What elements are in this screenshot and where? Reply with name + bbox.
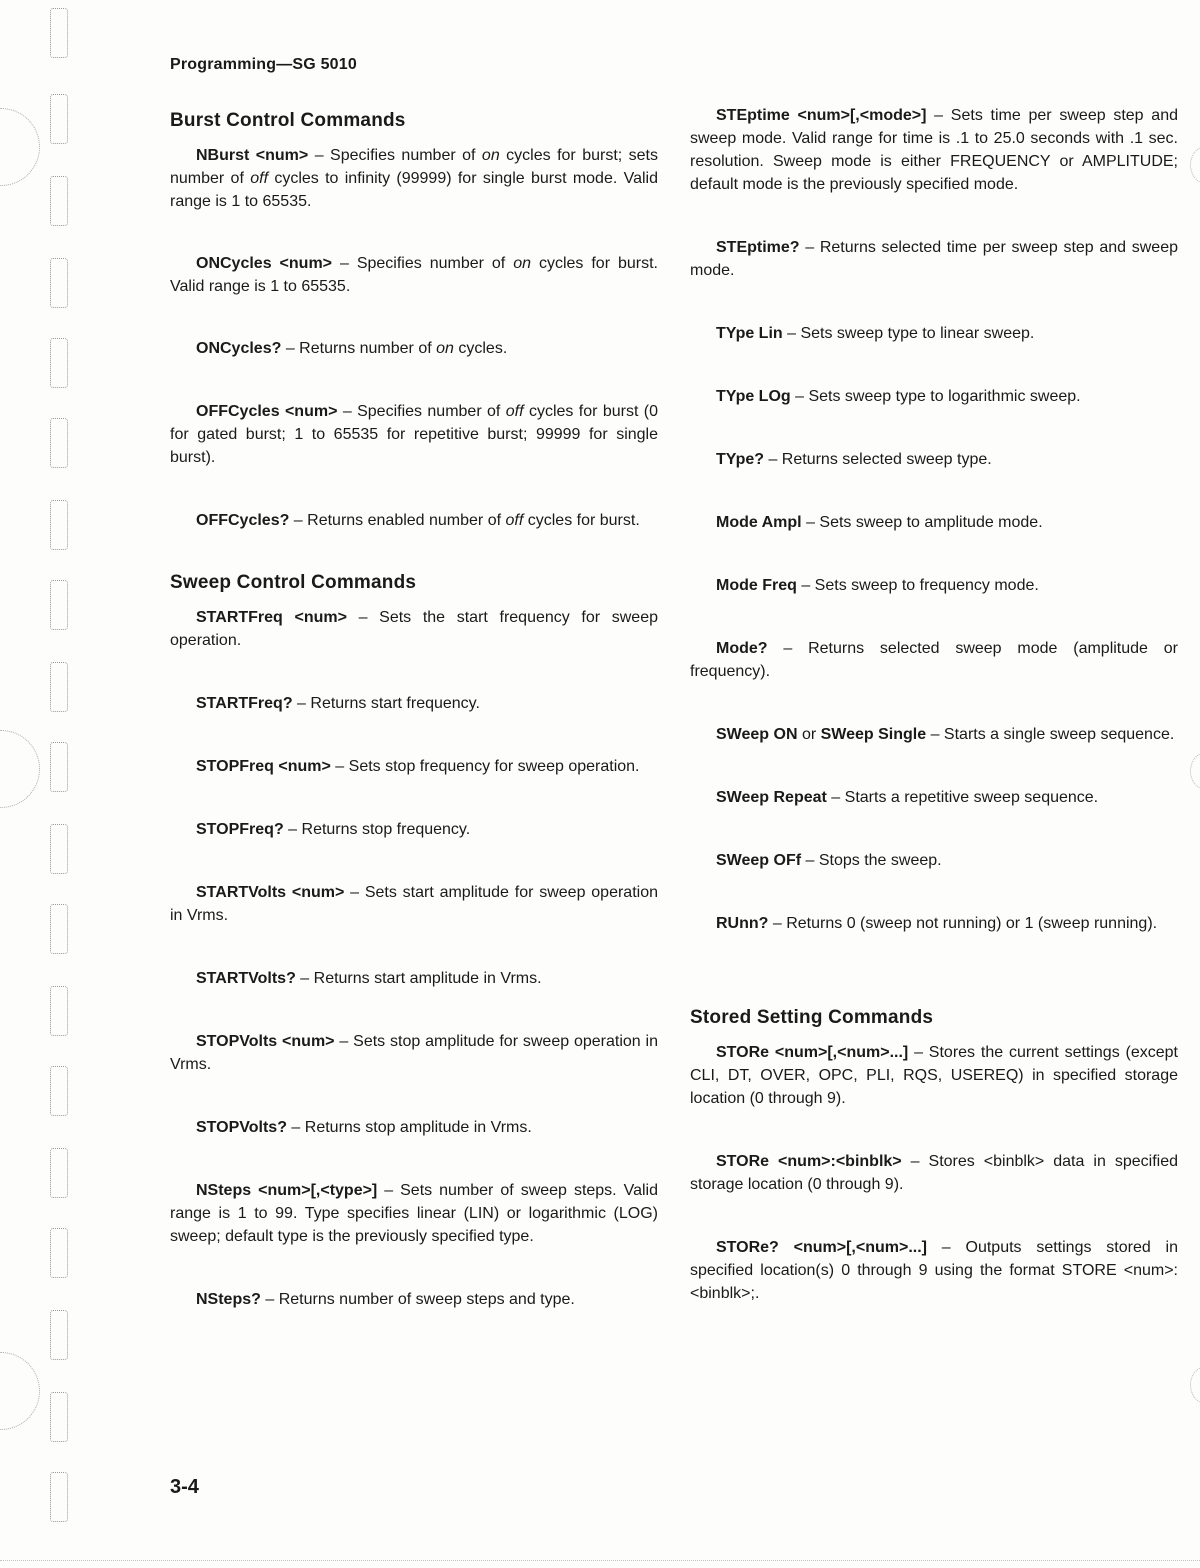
command-name: STORe <num>[,<num>...] <box>716 1044 909 1061</box>
command-desc: – Sets number of sweep steps. Valid range is 1 to 99. Type specifies linear (LIN) or logarithmic (LOG) sweep; default type is the previously specified type. <box>170 1182 659 1245</box>
left-column <box>170 104 658 1311</box>
command-desc: cycles for burst. <box>523 512 640 529</box>
command-stopfreq-query <box>170 818 658 841</box>
binder-slot <box>50 742 68 792</box>
command-desc: – Outputs settings stored in specified location(s) 0 through 9 using the format STORE <num>:<binblk>;. <box>690 1239 1179 1302</box>
command-desc: – Specifies number of <box>332 255 514 272</box>
command-desc: – Sets time per sweep step and sweep mode. Valid range for time is .1 to 25.0 seconds with .1 sec. resolution. Sweep mode is either FREQUENCY or AMPLITUDE; default mode is the previously specified mode. <box>690 107 1179 193</box>
command-desc: – Sets the start frequency for sweep operation. <box>170 609 659 649</box>
command-name: SWeep Repeat <box>716 789 827 806</box>
command-name: NBurst <num> <box>196 147 309 164</box>
command-offcycles <box>170 400 658 469</box>
command-desc: – Starts a single sweep sequence. <box>926 726 1175 743</box>
command-desc: – Sets sweep type to logarithmic sweep. <box>790 388 1081 405</box>
command-type-lin <box>690 322 1178 345</box>
command-desc: – Returns selected sweep type. <box>764 451 992 468</box>
binder-slot <box>50 580 68 630</box>
command-desc: – Specifies number of <box>337 403 506 420</box>
command-name: STARTVolts? <box>196 970 296 987</box>
command-name: Mode? <box>716 640 768 657</box>
right-column <box>690 104 1178 1305</box>
command-mode-query <box>690 637 1178 683</box>
command-desc: – Returns stop amplitude in Vrms. <box>286 1119 532 1136</box>
command-name: SWeep ON <box>716 726 798 743</box>
emphasis: on <box>513 255 531 272</box>
command-nburst <box>170 144 658 213</box>
command-name: STOPVolts? <box>196 1119 287 1136</box>
command-desc: cycles. <box>453 340 508 357</box>
command-name: STEptime <num>[,<mode>] <box>716 107 927 124</box>
binder-slot <box>50 986 68 1036</box>
emphasis: on <box>481 147 500 164</box>
command-desc: – Starts a repetitive sweep sequence. <box>826 789 1099 806</box>
command-desc: – Sets sweep to amplitude mode. <box>801 514 1043 531</box>
binder-slot <box>50 176 68 226</box>
command-store-binblk <box>690 1150 1178 1196</box>
command-desc: – Sets sweep type to linear sweep. <box>782 325 1035 342</box>
command-stopfreq <box>170 755 658 778</box>
page-number: 3-4 <box>170 1476 199 1498</box>
emphasis: off <box>250 170 269 187</box>
command-stopvolts-query <box>170 1116 658 1139</box>
binder-slot <box>50 1148 68 1198</box>
command-name: TYpe? <box>716 451 765 468</box>
command-oncycles <box>170 252 658 298</box>
command-desc: – Returns start frequency. <box>292 695 480 712</box>
command-stopvolts <box>170 1030 658 1076</box>
command-name: STORe? <num>[,<num>...] <box>716 1239 927 1256</box>
command-desc: – Sets start amplitude for sweep operation in Vrms. <box>170 884 658 924</box>
command-desc: cycles to infinity (99999) for single burst mode. Valid range is 1 to 65535. <box>170 170 658 210</box>
command-name: STEptime? <box>716 239 800 256</box>
command-name: SWeep Single <box>820 726 927 743</box>
command-desc: – Returns selected sweep mode (amplitude or frequency). <box>690 640 1178 680</box>
command-desc: – Returns number of sweep steps and type. <box>260 1291 575 1308</box>
page-edge <box>0 1560 1200 1561</box>
binder-ring-right <box>1190 1366 1200 1404</box>
section-heading-stored: Stored Setting Commands <box>690 1007 934 1028</box>
command-name: NSteps? <box>196 1291 261 1308</box>
binder-ring-right <box>1190 146 1200 184</box>
command-sweep-off <box>690 849 1178 872</box>
binder-slot <box>50 824 68 874</box>
command-oncycles-query <box>170 337 658 360</box>
binder-slot <box>50 258 68 308</box>
command-desc: – Specifies number of <box>308 147 482 164</box>
command-startfreq <box>170 606 658 652</box>
emphasis: off <box>505 512 524 529</box>
command-name: NSteps <num>[,<type>] <box>196 1182 378 1199</box>
command-name: STARTVolts <num> <box>196 884 345 901</box>
command-name: STARTFreq? <box>196 695 293 712</box>
command-name: ONCycles <num> <box>196 255 333 272</box>
command-name: RUnn? <box>716 915 769 932</box>
binder-ring <box>0 108 40 186</box>
command-desc: – Returns start amplitude in Vrms. <box>295 970 542 987</box>
command-nsteps-query <box>170 1288 658 1311</box>
binder-slot <box>50 662 68 712</box>
binder-ring <box>0 1352 40 1430</box>
command-desc: or <box>797 726 821 743</box>
command-name: STOPVolts <num> <box>196 1033 335 1050</box>
binder-holes <box>0 0 90 1568</box>
command-nsteps <box>170 1179 658 1248</box>
command-name: STOPFreq <num> <box>196 758 331 775</box>
command-steptime-query <box>690 236 1178 282</box>
binder-slot <box>50 94 68 144</box>
command-offcycles-query <box>170 509 658 532</box>
binder-ring <box>0 730 40 808</box>
command-desc: – Stops the sweep. <box>801 852 942 869</box>
command-startvolts <box>170 881 658 927</box>
command-desc: – Returns enabled number of <box>289 512 506 529</box>
command-name: STORe <num>:<binblk> <box>716 1153 902 1170</box>
command-mode-ampl <box>690 511 1178 534</box>
command-startvolts-query <box>170 967 658 990</box>
command-desc: – Sets stop amplitude for sweep operation in Vrms. <box>170 1033 659 1073</box>
command-startfreq-query <box>170 692 658 715</box>
command-desc: – Returns number of <box>281 340 437 357</box>
binder-slot <box>50 500 68 550</box>
command-name: TYpe Lin <box>716 325 783 342</box>
command-mode-freq <box>690 574 1178 597</box>
command-desc: cycles for burst; sets number of <box>170 147 659 187</box>
command-store <box>690 1041 1178 1110</box>
command-desc: – Returns selected time per sweep step and sweep mode. <box>690 239 1178 279</box>
command-name: ONCycles? <box>196 340 282 357</box>
binder-slot <box>50 904 68 954</box>
command-name: STOPFreq? <box>196 821 284 838</box>
command-name: OFFCycles? <box>196 512 290 529</box>
binder-slot <box>50 1310 68 1360</box>
command-desc: – Sets sweep to frequency mode. <box>796 577 1039 594</box>
command-name: TYpe LOg <box>716 388 791 405</box>
command-desc: – Sets stop frequency for sweep operation. <box>330 758 640 775</box>
command-name: Mode Ampl <box>716 514 802 531</box>
section-heading-sweep: Sweep Control Commands <box>170 572 417 593</box>
binder-slot <box>50 338 68 388</box>
command-desc: – Stores <binblk> data in specified storage location (0 through 9). <box>690 1153 1178 1193</box>
binder-slot <box>50 1228 68 1278</box>
binder-slot <box>50 1392 68 1442</box>
binder-slot <box>50 1066 68 1116</box>
command-desc: cycles for burst. Valid range is 1 to 65535. <box>170 255 659 295</box>
command-sweep-on <box>690 723 1178 746</box>
command-desc: – Returns 0 (sweep not running) or 1 (sweep running). <box>768 915 1158 932</box>
command-name: SWeep OFf <box>716 852 802 869</box>
command-store-query <box>690 1236 1178 1305</box>
command-desc: – Returns stop frequency. <box>283 821 471 838</box>
command-desc: – Stores the current settings (except CLI, DT, OVER, OPC, PLI, RQS, USEREQ) in specified storage location (0 through 9). <box>690 1044 1179 1107</box>
command-type-query <box>690 448 1178 471</box>
command-type-log <box>690 385 1178 408</box>
emphasis: on <box>436 340 454 357</box>
command-sweep-repeat <box>690 786 1178 809</box>
command-steptime <box>690 104 1178 196</box>
command-desc: cycles for burst (0 for gated burst; 1 to 65535 for repetitive burst; 99999 for single burst). <box>170 403 659 466</box>
command-name: STARTFreq <num> <box>196 609 347 626</box>
binder-ring-right <box>1190 752 1200 790</box>
emphasis: off <box>505 403 524 420</box>
command-runn-query <box>690 912 1178 935</box>
binder-slot <box>50 8 68 58</box>
command-name: OFFCycles <num> <box>196 403 338 420</box>
binder-slot <box>50 1472 68 1522</box>
command-name: Mode Freq <box>716 577 797 594</box>
binder-slot <box>50 418 68 468</box>
running-head: Programming—SG 5010 <box>170 56 357 73</box>
section-heading-burst: Burst Control Commands <box>170 110 406 131</box>
